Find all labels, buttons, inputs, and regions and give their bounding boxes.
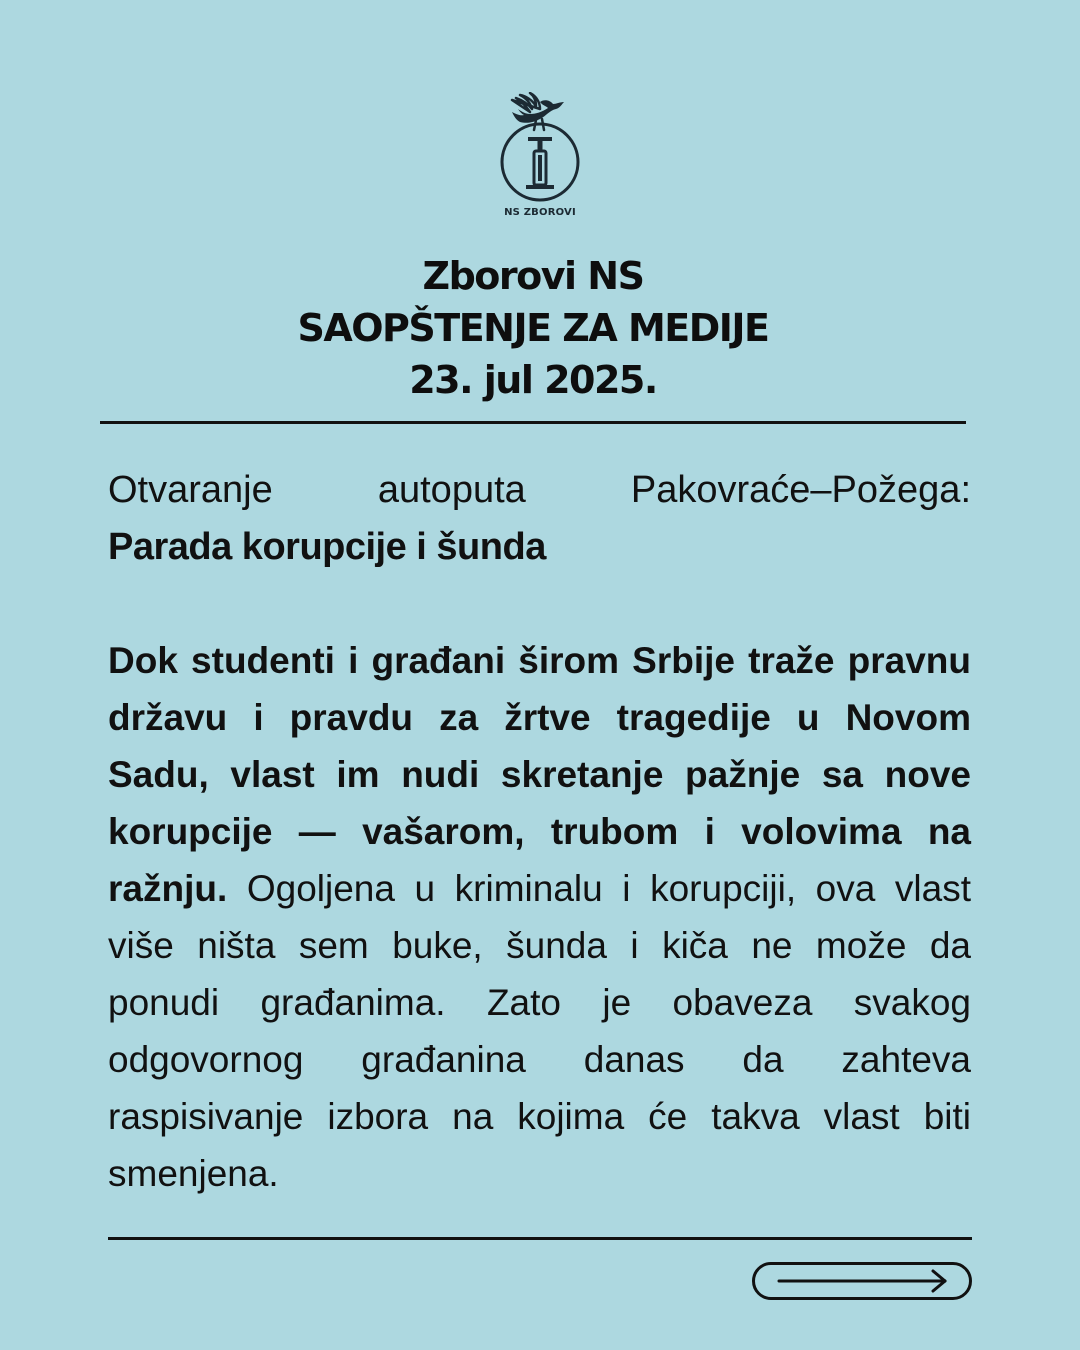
logo-label: NS ZBOROVI [504,207,576,218]
organization-name: Zborovi NS [422,254,644,298]
subtitle-word: Otvaranje [108,469,273,511]
top-divider [100,421,966,424]
arrow-right-icon [777,1268,949,1294]
page-title: SAOPŠTENJE ZA MEDIJE [297,306,769,350]
bottom-divider [108,1237,972,1240]
press-release-body [108,632,971,1202]
subtitle-word: Pakovraće–Požega: [630,469,971,511]
dove-pump-emblem-icon [490,92,590,204]
subtitle-word: autoputa [377,469,526,511]
subtitle-headline: Parada korupcije i šunda [108,526,546,568]
body-lead: Dok studenti i građani širom Srbije traže pravnu državu i pravdu za žrtve tragedije u Novom Sadu, vlast im nudi skretanje pažnje sa nove korupcije — vašarom, trubom i volovima na ražnju. [108,640,971,909]
release-date: 23. jul 2025. [409,358,657,402]
subtitle [108,464,971,516]
logo [490,92,590,224]
next-button[interactable] [752,1262,972,1300]
body-rest: Ogoljena u kriminalu i korupciji, ova vlast više ništa sem buke, šunda i kiča ne može da ponudi građanima. Zato je obaveza svakog odgovornog građanina danas da zahteva raspisivanje izbora na kojima će takva vlast biti smenjena. [108,868,971,1194]
